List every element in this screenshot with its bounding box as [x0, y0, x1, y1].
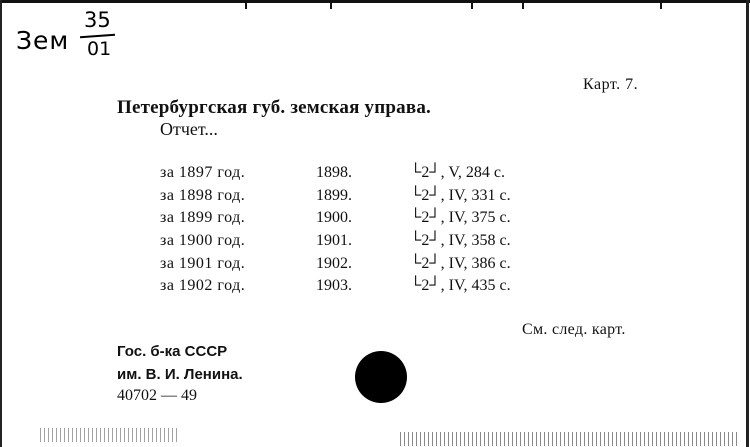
- handwritten-shelfmark-code: Зем: [16, 26, 70, 55]
- report-year: за 1900 год.: [160, 232, 246, 249]
- volume-reference: └2┘, V, 284 с.: [410, 164, 505, 181]
- holdings-row: [0, 277, 750, 299]
- library-stamp-line-2: им. В. И. Ленина.: [117, 366, 243, 383]
- scan-noise: [40, 428, 180, 442]
- catalog-title: Петербургская губ. земская управа.: [117, 97, 431, 118]
- border-tick: [522, 0, 524, 9]
- volume-reference: └2┘, IV, 358 с.: [410, 232, 511, 249]
- card-punch-hole: [355, 351, 407, 403]
- library-stamp-line-1: Гос. б-ка СССР: [117, 343, 228, 360]
- report-year: за 1902 год.: [160, 277, 246, 294]
- volume-reference: └2┘, IV, 375 с.: [410, 209, 511, 226]
- publication-year: 1898.: [316, 164, 352, 181]
- handwritten-shelfmark-numerator: 35: [84, 8, 111, 32]
- holdings-row: [0, 232, 750, 254]
- volume-reference: └2┘, IV, 331 с.: [410, 187, 511, 204]
- report-year: за 1898 год.: [160, 187, 246, 204]
- holdings-row: [0, 255, 750, 277]
- publication-year: 1900.: [316, 209, 352, 226]
- scan-noise: [400, 432, 740, 446]
- card-top-border: [0, 0, 750, 3]
- publication-year: 1902.: [316, 255, 352, 272]
- border-tick: [245, 0, 247, 9]
- publication-year: 1899.: [316, 187, 352, 204]
- border-tick: [471, 0, 473, 9]
- report-year: за 1899 год.: [160, 209, 246, 226]
- volume-reference: └2┘, IV, 386 с.: [410, 255, 511, 272]
- report-year: за 1901 год.: [160, 255, 246, 272]
- card-number: Карт. 7.: [583, 76, 639, 93]
- library-stamp-code: 40702 — 49: [117, 387, 197, 404]
- publication-year: 1903.: [316, 277, 352, 294]
- border-tick: [330, 0, 332, 9]
- border-tick: [660, 0, 662, 9]
- holdings-row: [0, 164, 750, 186]
- handwritten-shelfmark-denominator: 01: [87, 38, 112, 60]
- volume-reference: └2┘, IV, 435 с.: [410, 277, 511, 294]
- report-year: за 1897 год.: [160, 164, 246, 181]
- holdings-row: [0, 187, 750, 209]
- publication-year: 1901.: [316, 232, 352, 249]
- see-next-card-note: См. след. карт.: [522, 321, 626, 338]
- holdings-row: [0, 209, 750, 231]
- catalog-subtitle: Отчет...: [160, 119, 218, 139]
